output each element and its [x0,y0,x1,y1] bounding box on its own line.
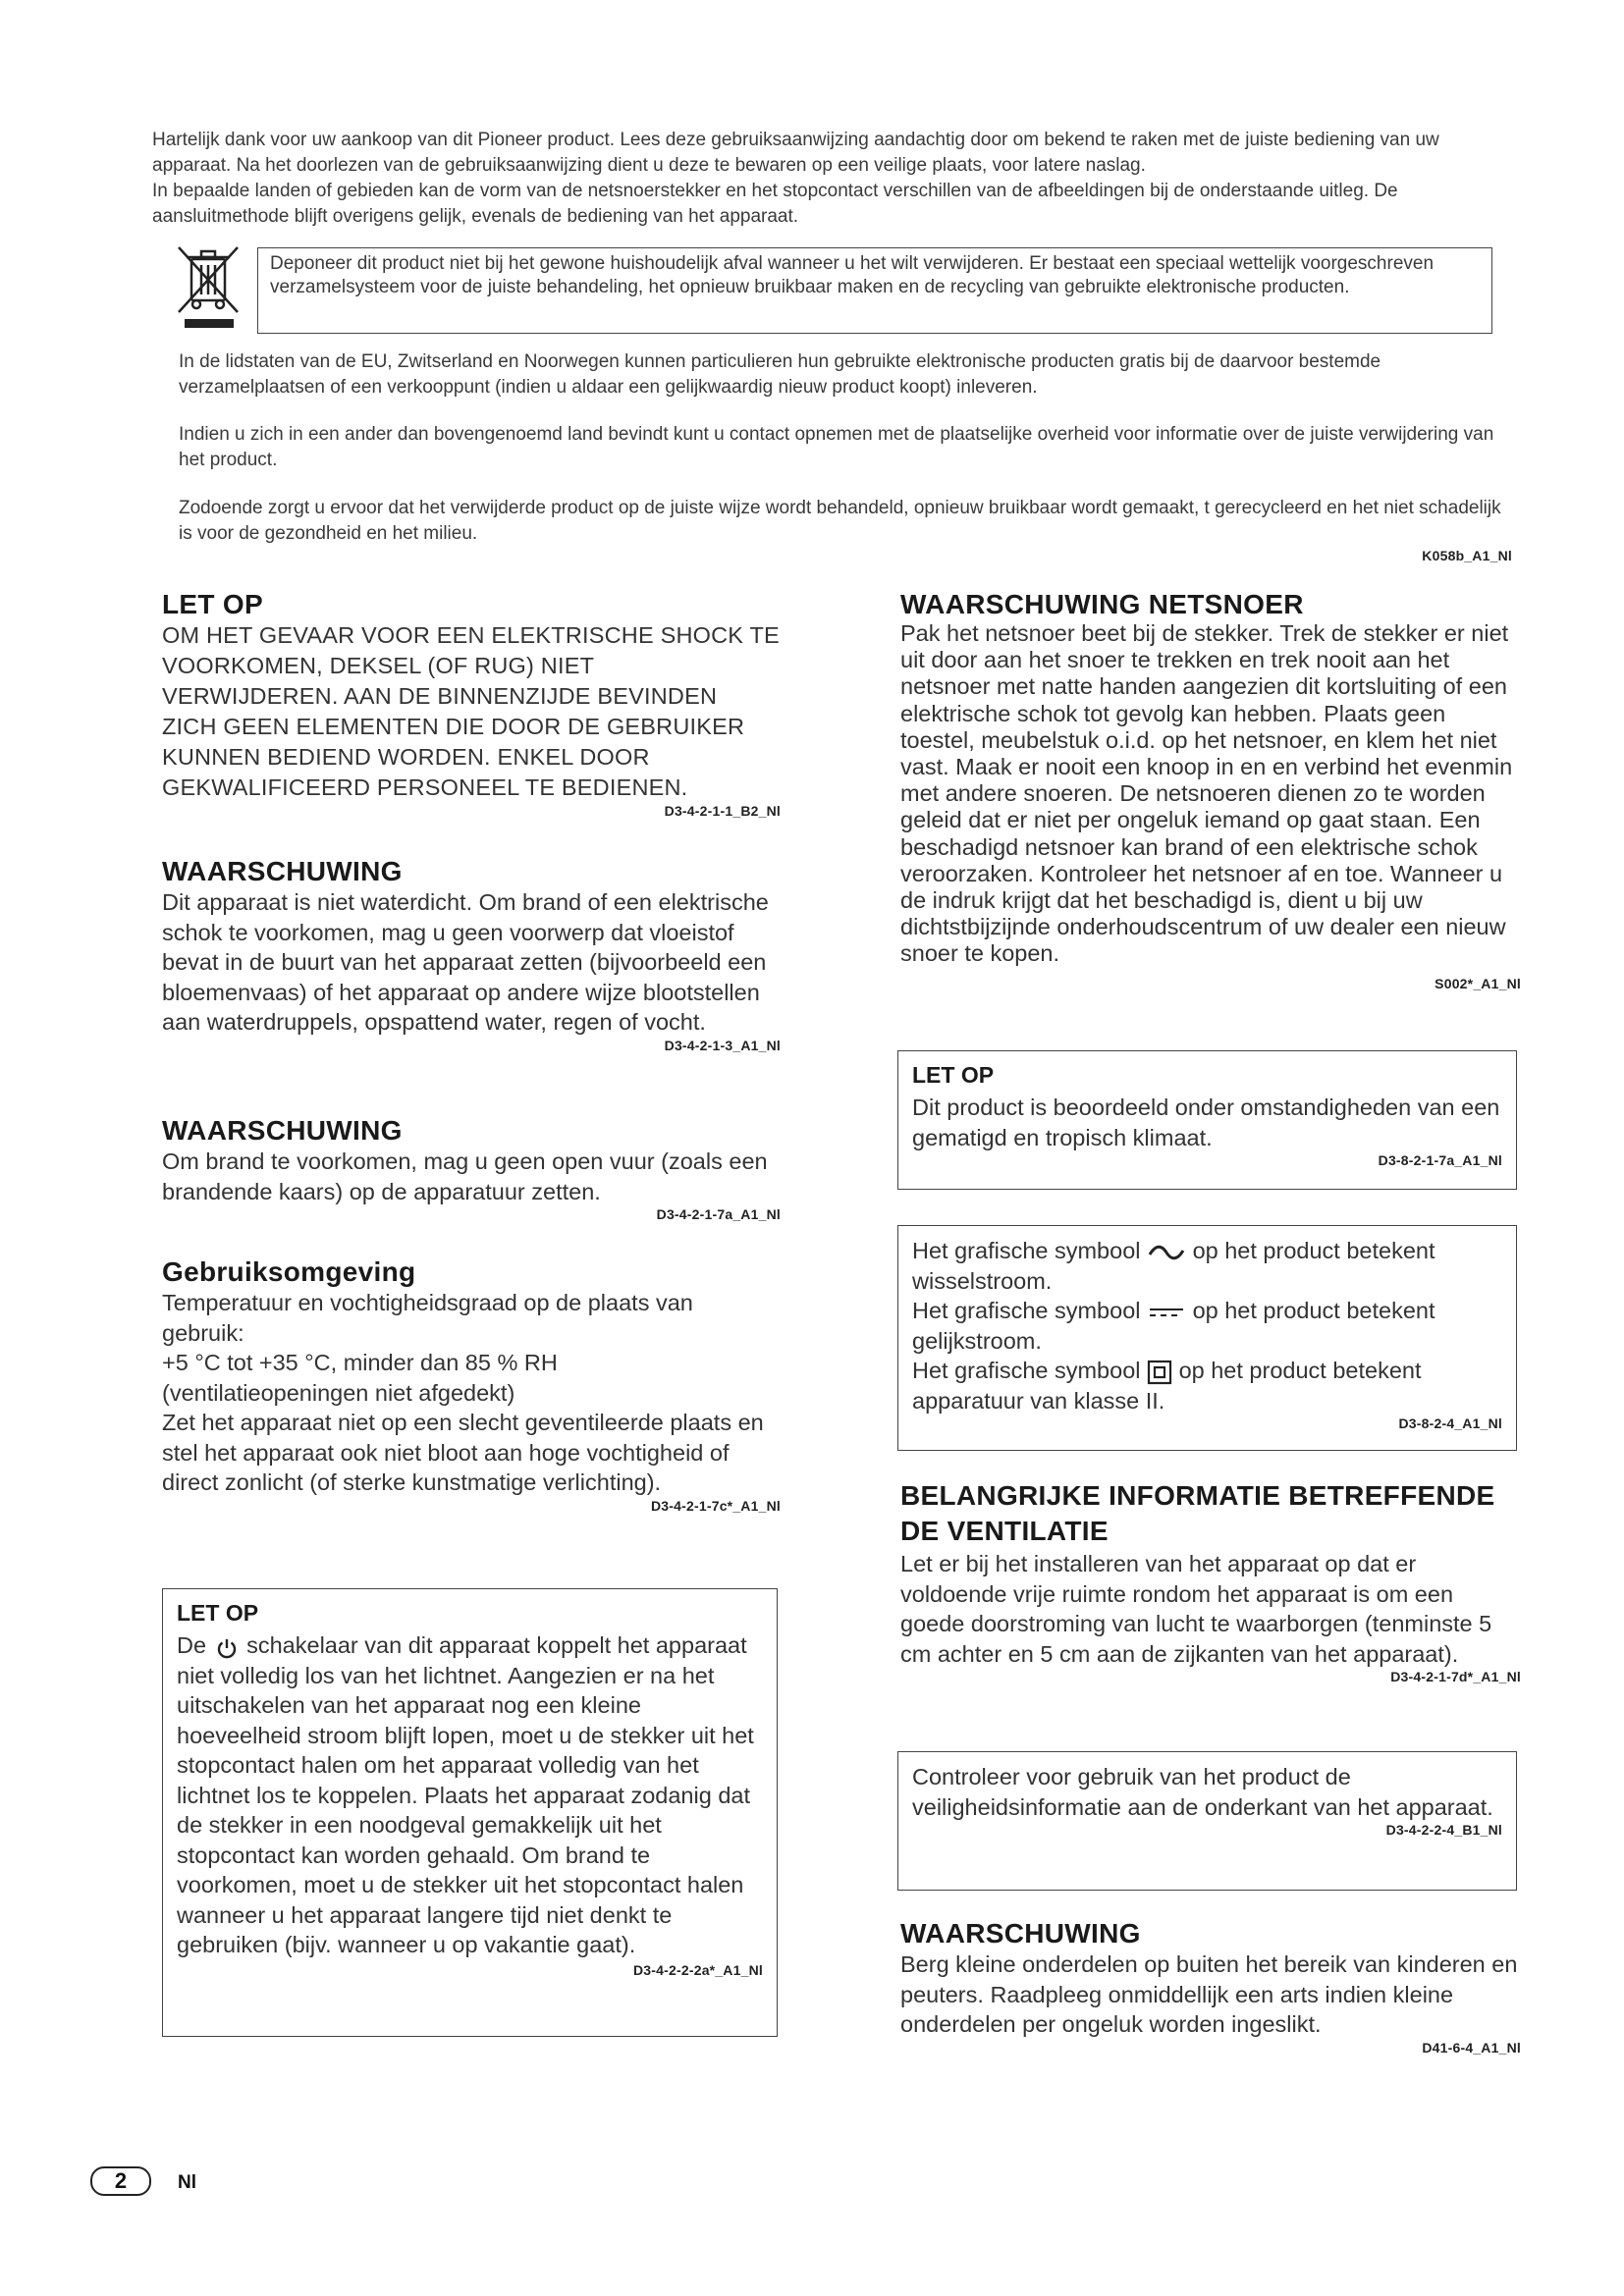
symbol-prefix: Het grafische symbool [912,1358,1141,1383]
let-op-section [162,589,781,819]
dc-symbol-icon [1147,1302,1186,1323]
class-ii-symbol-icon [1147,1360,1172,1385]
reference-code: D3-4-2-1-3_A1_Nl [664,1037,781,1053]
reference-code: S002*_A1_Nl [1435,975,1521,991]
section-title: LET OP [162,589,263,619]
language-code: Nl [178,2172,196,2193]
caps-line: OM HET GEVAAR VOOR EEN ELEKTRISCHE SHOCK TE [162,622,780,648]
caps-line: ZICH GEEN ELEMENTEN DIE DOOR DE GEBRUIKER [162,714,745,739]
text-before: De [177,1632,207,1658]
eu-paragraph: Indien u zich in een ander dan bovengenoemd land bevindt kunt u contact opnemen met de plaatselijke overheid voor informatie over de juiste verwijdering van het product. [179,424,1494,470]
waarschuwing-small-parts-section [900,1918,1521,2056]
reference-code: D3-4-2-2-2a*_A1_Nl [633,1961,763,1978]
controle-box [897,1751,1517,1891]
reference-code: D3-4-2-1-7a_A1_Nl [656,1206,781,1222]
symbol-suffix: op het product betekent gelijkstroom. [912,1298,1435,1354]
section-text: Berg kleine onderdelen op buiten het bereik van kinderen en peuters. Raadpleeg onmiddellijk een arts indien kleine onderdelen per ongeluk worden ingeslikt. [900,1951,1518,2037]
section-text: Dit apparaat is niet waterdicht. Om brand of een elektrische schok te voorkomen, mag u geen voorwerp dat vloeistof bevat in de buurt van het apparaat zetten (bijvoorbeeld een bloemenvaas) of het apparaat op andere wijze blootstellen aan waterdruppels, opspattend water, regen of vocht. [162,889,769,1035]
text-after: schakelaar van dit apparaat koppelt het apparaat niet volledig los van het lichtnet. Aangezien er na het uitschakelen van het apparaat nog een kleine hoeveelheid stroom blijft lopen, moet u de stekker uit het stopcontact halen om het apparaat volledig van het lichtnet los te koppelen. Plaats het apparaat zodanig dat de stekker in een noodgeval gemakkelijk uit het stopcontact kan worden gehaald. Om brand te voorkomen, moet u de stekker uit het stopcontact halen wanneer u het apparaat langere tijd niet denkt te gebruiken (bijv. wanneer u op vakantie gaat). [177,1632,754,1957]
section-text: Temperatuur en vochtigheidsgraad op de plaats van gebruik: [162,1290,693,1346]
waarschuwing-fire-section [162,1115,781,1222]
section-title: Gebruiksomgeving [162,1256,416,1287]
section-text: Zet het apparaat niet op een slecht geventileerde plaats en stel het apparaat ook niet bloot aan hoge vochtigheid of direct zonlicht (of sterke kunstmatige verlichting). [162,1410,764,1495]
intro-paragraph: Hartelijk dank voor uw aankoop van dit Pioneer product. Lees deze gebruiksaanwijzing aandachtig door om bekend te raken met de juiste bediening van uw apparaat. Na het doorlezen van de gebruiksaanwijzing dient u deze te bewaren op een veilige plaats, voor latere naslag. [152,130,1439,176]
intro [152,128,1522,230]
let-op-standby-box [162,1588,778,2037]
power-standby-icon [216,1637,238,1659]
ventilatie-section [900,1478,1521,1684]
netsnoer-section [900,589,1521,991]
section-text: Pak het netsnoer beet bij de stekker. Trek de stekker er niet uit door aan het snoer te trekken en trek nooit aan het netsnoer met natte handen aangezien dit kortsluiting of een elektrische schok tot gevolg kan hebben. Plaats geen toestel, meubelstuk o.i.d. op het netsnoer, en klem het niet vast. Maak er nooit een knoop in en en verbind het evenmin met andere snoeren. De netsnoeren dienen zo te worden geleid dat er niet per ongeluk iemand op gaat staan. Een beschadigd netsnoer kan brand of een elektrische schok veroorzaken. Kontroleer het netsnoer af en toe. Wanneer u de indruk krijgt dat het beschadigd is, dient u bij uw dichtstbijzijnde onderhoudscentrum of uw dealer een nieuw snoer te kopen. [900,620,1513,967]
symbol-suffix: op het product betekent wisselstroom. [912,1238,1435,1294]
caps-line: VOORKOMEN, DEKSEL (OF RUG) NIET [162,653,595,678]
reference-code: D3-8-2-4_A1_Nl [1398,1415,1502,1431]
reference-code: D3-4-2-1-7d*_A1_Nl [1390,1669,1521,1684]
let-op-climate-box [897,1050,1517,1190]
section-title: WAARSCHUWING [162,856,403,886]
box-title: LET OP [912,1062,995,1088]
symbol-line-dc [912,1296,1502,1356]
crossed-out-wheelie-bin-icon [175,243,244,330]
waarschuwing-water-section [162,856,781,1053]
weee-notice [175,243,1496,335]
intro-paragraph: In bepaalde landen of gebieden kan de vorm van de netsnoerstekker en het stopcontact verschillen van de afbeeldingen bij de onderstaande uitleg. De aansluitmethode blijft overigens gelijk, evenals de bediening van het apparaat. [152,181,1398,227]
section-title: WAARSCHUWING [162,1115,403,1146]
section-title: BELANGRIJKE INFORMATIE BETREFFENDE DE VENTILATIE [900,1480,1495,1546]
symbol-prefix: Het grafische symbool [912,1298,1141,1323]
caps-line: GEKWALIFICEERD PERSONEEL TE BEDIENEN. [162,774,688,800]
reference-code: K058b_A1_Nl [1422,548,1512,563]
box-text [177,1630,763,1960]
reference-code: D3-8-2-1-7a_A1_Nl [1378,1152,1502,1168]
gebruiksomgeving-section [162,1256,781,1514]
eu-paragraph: Zodoende zorgt u ervoor dat het verwijderde product op de juiste wijze wordt behandeld, opnieuw bruikbaar wordt gemaakt, t gerecycleerd en het niet schadelijk is voor de gezondheid en het milieu. [179,498,1501,544]
box-title: LET OP [177,1600,259,1626]
page-number-badge: 2 [90,2166,151,2196]
symbol-prefix: Het grafische symbool [912,1238,1141,1263]
box-text: Controleer voor gebruik van het product de veiligheidsinformatie aan de onderkant van het apparaat. [912,1764,1493,1820]
symbol-line-class2 [912,1356,1502,1415]
section-text: (ventilatieopeningen niet afgedekt) [162,1379,515,1406]
section-text: Om brand te voorkomen, mag u geen open vuur (zoals een brandende kaars) op de apparatuur zetten. [162,1148,768,1204]
section-title: WAARSCHUWING [900,1918,1141,1949]
box-text: Dit product is beoordeeld onder omstandigheden van een gematigd en tropisch klimaat. [912,1095,1500,1150]
section-text: Let er bij het installeren van het apparaat op dat er voldoende vrije ruimte rondom het apparaat is om een goede doorstroming van lucht te waarborgen (tenminste 5 cm achter en 5 cm aan de zijkanten van het apparaat). [900,1551,1492,1667]
reference-code: D3-4-2-2-4_B1_Nl [1385,1822,1502,1838]
reference-code: D3-4-2-1-7c*_A1_Nl [651,1497,781,1514]
symbol-suffix: op het product betekent apparatuur van klasse II. [912,1358,1422,1414]
section-title: WAARSCHUWING NETSNOER [900,589,1304,619]
weee-text-box: Deponeer dit product niet bij het gewone huishoudelijk afval wanneer u het wilt verwijderen. Er bestaat een speciaal wettelijk voorgeschreven verzamelsysteem voor de juiste behandeling, het opnieuw bruikbaar maken en de recycling van gebruikte elektronische producten. [257,247,1492,334]
caps-line: VERWIJDEREN. AAN DE BINNENZIJDE BEVINDEN [162,683,718,709]
symbol-line-ac [912,1236,1502,1296]
reference-code: D41-6-4_A1_Nl [1422,2039,1521,2056]
reference-code: D3-4-2-1-1_B2_Nl [664,803,781,819]
caps-line: KUNNEN BEDIEND WORDEN. ENKEL DOOR [162,744,650,770]
eu-paragraph: In de lidstaten van de EU, Zwitserland en Noorwegen kunnen particulieren hun gebruikte elektronische producten gratis bij de daarvoor bestemde verzamelplaatsen of een verkooppunt (indien u aldaar een gelijkwaardig nieuw product koopt) inleveren. [179,351,1381,398]
ac-symbol-icon [1147,1242,1186,1263]
symbols-box [897,1225,1517,1451]
section-text: +5 °C tot +35 °C, minder dan 85 % RH [162,1350,558,1375]
